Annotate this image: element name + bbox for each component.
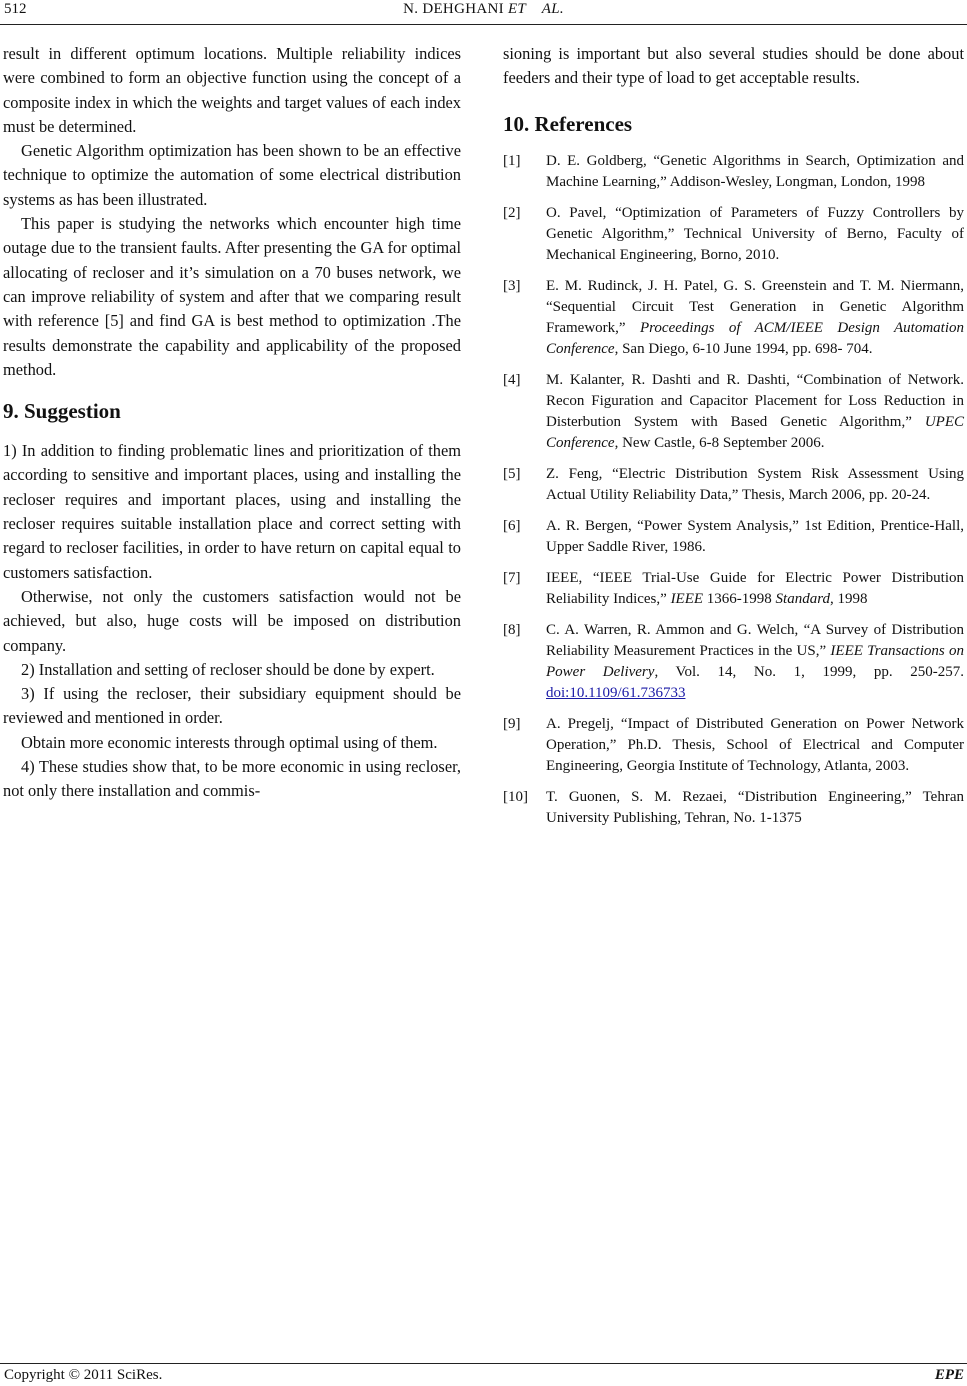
- page-number: 512: [4, 1, 27, 17]
- journal-abbreviation: EPE: [934, 1367, 964, 1383]
- paragraph: 2) Installation and setting of recloser should be done by expert.: [21, 659, 435, 679]
- reference-number: [5]: [503, 465, 521, 482]
- reference-text-main: E. M. Rudinck, J. H. Patel, G. S. Greenstein and T. M. Niermann, “Sequential Circuit Test Generation in Genetic Algorithm Framework,”: [546, 277, 964, 336]
- reference-text: [546, 276, 964, 360]
- reference-text: T. Guonen, S. M. Rezaei, “Distribution Engineering,” Tehran University Publishing, Tehran, No. 1-1375: [546, 788, 964, 826]
- reference-text-main: C. A. Warren, R. Ammon and G. Welch, “A Survey of Distribution Reliability Measurement Practices in the US,”: [546, 621, 964, 659]
- reference-text: A. Pregelj, “Impact of Distributed Generation on Power Network Operation,” Ph.D. Thesis, School of Electrical and Computer Engineering, Georgia Institute of Technology, Atlanta, 2003.: [546, 715, 964, 774]
- doi-link[interactable]: doi:10.1109/61.736733: [546, 684, 686, 701]
- reference-venue-2: Standard: [775, 590, 830, 607]
- header-rule: [0, 24, 967, 25]
- reference-number: [1]: [503, 152, 521, 169]
- reference-venue: IEEE: [670, 590, 704, 607]
- reference-text-mid: 1366-1998: [703, 590, 776, 607]
- footer-rule: [0, 1363, 967, 1364]
- paragraph: Genetic Algorithm optimization has been shown to be an effective technique to optimize the automation of some electrical distribution systems as has been illustrated.: [3, 141, 461, 209]
- running-head-author: N. DEHGHANI: [403, 1, 504, 17]
- reference-text: [546, 370, 964, 454]
- reference-number: [6]: [503, 517, 521, 534]
- paragraph: 3) If using the recloser, their subsidiary equipment should be reviewed and mentioned in order.: [3, 684, 461, 728]
- paragraph: This paper is studying the networks which encounter high time outage due to the transient faults. After presenting the GA for optimal allocating of recloser and it’s simulation on a 70 buses network, we can improve reliability of system and after that we comparing result with reference [5] and find GA is best method to optimization .The results demonstrate the capability and applicability of the proposed method.: [3, 214, 461, 379]
- paragraph: 1) In addition to finding problematic lines and prioritization of them according to sensitive and important places, using and installing the recloser requires and important places, using and installing the recloser requires suitable installation place and correct setting with regard to recloser facilities, in order to have return on capital equal to customers satisfaction.: [3, 441, 461, 582]
- reference-item: [503, 464, 964, 506]
- paragraph-continuation: sioning is important but also several studies should be done about feeders and their type of load to get acceptable results.: [503, 44, 964, 88]
- reference-number: [9]: [503, 715, 521, 732]
- reference-number: [3]: [503, 277, 521, 294]
- reference-item: [503, 516, 964, 558]
- reference-text-main: M. Kalanter, R. Dashti and R. Dashti, “Combination of Network. Recon Figuration and Capacitor Placement for Loss Reduction in Disterbution System with Based Genetic Algorithm,”: [546, 371, 964, 430]
- section-heading-references: 10. References: [503, 111, 633, 136]
- running-head-etal: ET AL.: [507, 1, 564, 17]
- reference-number: [10]: [503, 788, 528, 805]
- reference-venue: IEEE Transactions on Power Delivery: [546, 642, 964, 680]
- paragraph: Obtain more economic interests through optimal using of them.: [21, 732, 438, 752]
- copyright-text: Copyright © 2011 SciRes.: [4, 1367, 163, 1383]
- reference-venue: Proceedings of ACM/IEEE Design Automation Conference: [546, 319, 964, 357]
- reference-item: [503, 276, 964, 360]
- reference-item: [503, 568, 964, 610]
- paragraph: 4) These studies show that, to be more economic in using recloser, not only there installation and commis-: [3, 757, 461, 801]
- reference-text-tail: , San Diego, 6-10 June 1994, pp. 698- 704.: [614, 340, 873, 357]
- reference-item: [503, 620, 964, 704]
- reference-text: D. E. Goldberg, “Genetic Algorithms in Search, Optimization and Machine Learning,” Addison-Wesley, Longman, London, 1998: [546, 152, 964, 190]
- reference-text: O. Pavel, “Optimization of Parameters of Fuzzy Controllers by Genetic Algorithm,” Technical University of Berno, Faculty of Mechanical Engineering, Borno, 2010.: [546, 204, 964, 263]
- reference-number: [7]: [503, 569, 521, 586]
- reference-item: [503, 151, 964, 193]
- reference-text-tail: , New Castle, 6-8 September 2006.: [614, 434, 825, 451]
- reference-text-tail: , Vol. 14, No. 1, 1999, pp. 250-257.: [654, 663, 964, 680]
- reference-item: [503, 714, 964, 777]
- reference-text: Z. Feng, “Electric Distribution System Risk Assessment Using Actual Utility Reliability Data,” Thesis, March 2006, pp. 20-24.: [546, 465, 964, 503]
- left-column: [3, 42, 461, 804]
- reference-number: [8]: [503, 621, 521, 638]
- paragraph: Otherwise, not only the customers satisfaction would not be achieved, but also, huge costs will be imposed on distribution company.: [3, 586, 461, 655]
- page-header: [0, 0, 967, 24]
- reference-list: [503, 151, 964, 829]
- reference-venue: UPEC Conference: [546, 413, 964, 451]
- reference-text: A. R. Bergen, “Power System Analysis,” 1st Edition, Prentice-Hall, Upper Saddle River, 1986.: [546, 517, 964, 555]
- running-head: [0, 1, 967, 18]
- page-footer: [0, 1363, 967, 1385]
- reference-text-main: IEEE, “IEEE Trial-Use Guide for Electric Power Distribution Reliability Indices,”: [546, 569, 964, 607]
- reference-text: [546, 620, 964, 704]
- reference-text-tail: , 1998: [830, 590, 868, 607]
- right-column: [503, 42, 964, 839]
- reference-item: [503, 787, 964, 829]
- reference-number: [2]: [503, 204, 521, 221]
- reference-number: [4]: [503, 371, 521, 388]
- reference-item: [503, 370, 964, 454]
- reference-text: [546, 568, 964, 610]
- paragraph: result in different optimum locations. Multiple reliability indices were combined to form an objective function using the concept of a composite index in which the weights and target values of each index must be determined.: [3, 44, 461, 136]
- reference-item: [503, 203, 964, 266]
- section-heading-suggestion: 9. Suggestion: [3, 399, 121, 424]
